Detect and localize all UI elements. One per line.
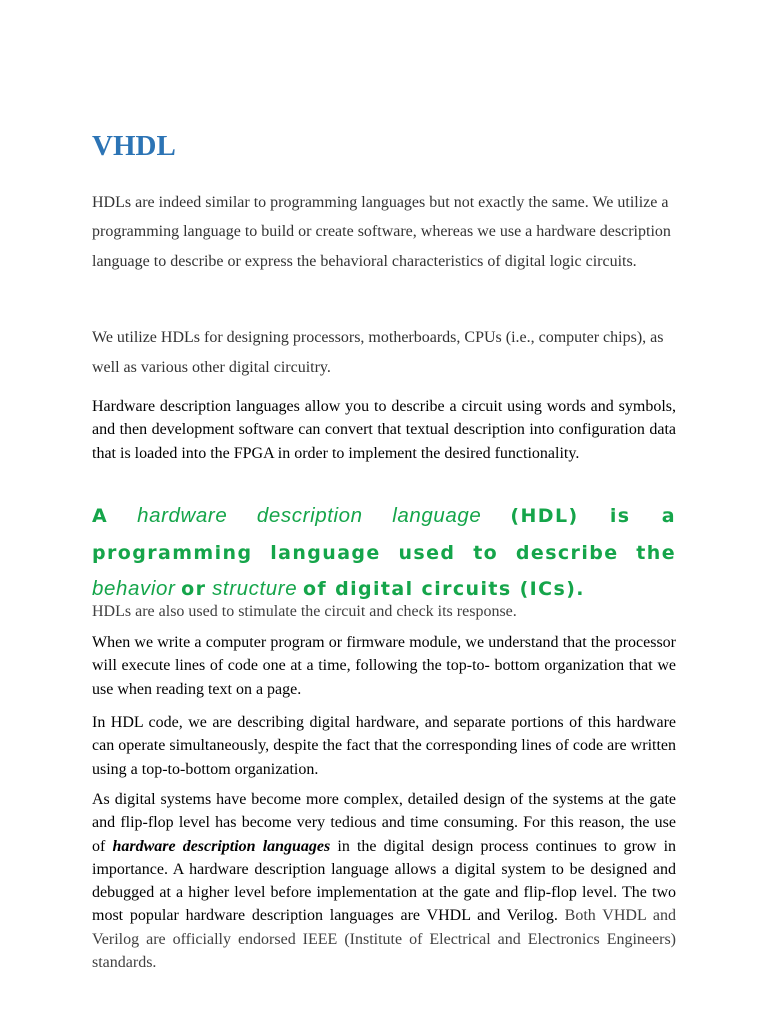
paragraph-sequential: When we write a computer program or firmware module, we understand that the processor will execute lines of code one at a time, following the top-to- bottom organization that we use when reading text on a page.	[92, 634, 676, 698]
highlight-term: hardware description language	[137, 504, 482, 527]
importance-before: As digital systems have become more complex, detailed design of the systems at the gate and flip-flop level has become very tedious and time consuming. For this reason, the use of	[92, 791, 676, 855]
paragraph-importance	[92, 788, 676, 974]
importance-tail: Both VHDL and Verilog are officially endorsed IEEE (Institute of Electrical and Electronics Engineers) standards.	[92, 907, 677, 972]
highlight-middle: (HDL) is a programming language used to describe the	[92, 505, 676, 564]
importance-emphasis: hardware description languages	[112, 837, 331, 855]
paragraph-hdl-vs-programming: HDLs are indeed similar to programming languages but not exactly the same. We utilize a programming language to build or create software, whereas we use a hardware description language to describe or express the behavioral characteristics of digital logic circuits.	[92, 194, 671, 270]
paragraph-stimulate: HDLs are also used to stimulate the circuit and check its response.	[92, 603, 517, 620]
highlight-structure: structure	[212, 577, 298, 600]
importance-after: in the digital design process continues to grow in importance. A hardware description language allows a digital system to be designed and debugged at a higher level before implementation at the gate and flip-flop level. The two most popular hardware description languages are VHDL and Verilog.	[92, 837, 677, 925]
highlight-or: or	[181, 578, 207, 600]
paragraph-hdl-description: Hardware description languages allow you to describe a circuit using words and symbols, and then development software can convert that textual description into configuration data that is loaded into the FPGA in order to implement the desired functionality.	[92, 398, 676, 462]
document-title: VHDL	[92, 130, 176, 162]
highlight-definition	[92, 498, 676, 608]
paragraph-parallel: In HDL code, we are describing digital hardware, and separate portions of this hardware can operate simultaneously, despite the fact that the corresponding lines of code are written using a top-to-bottom organization.	[92, 714, 676, 778]
paragraph-hdl-uses: We utilize HDLs for designing processors, motherboards, CPUs (i.e., computer chips), as well as various other digital circuitry.	[92, 329, 664, 376]
highlight-behavior: behavior	[92, 577, 176, 600]
highlight-end: of digital circuits (ICs).	[302, 578, 585, 600]
highlight-a: A	[92, 505, 109, 527]
